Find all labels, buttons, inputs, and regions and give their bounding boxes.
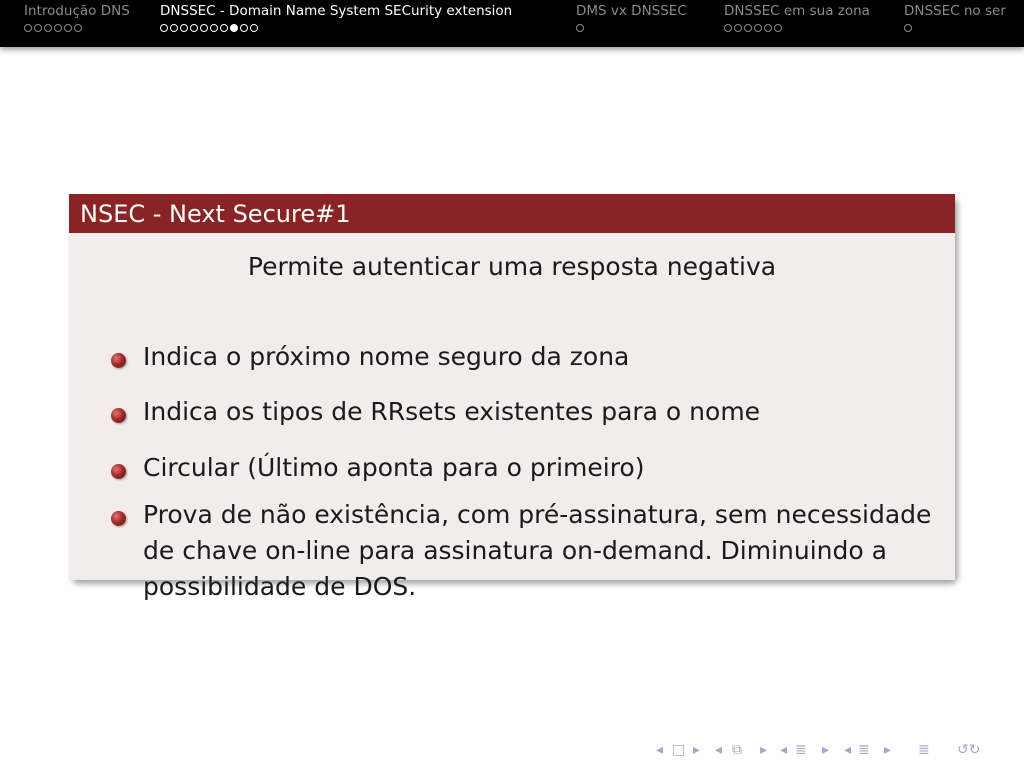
list-item: Indica os tipos de RRsets existentes para o nome — [143, 397, 761, 426]
frame-dot[interactable] — [754, 24, 762, 32]
nav-section-dnssec[interactable] — [160, 2, 512, 34]
frame-dot[interactable] — [190, 24, 198, 32]
nav-section-dnssec-no-ser[interactable] — [904, 2, 1006, 34]
list-item: Prova de não existência, com pré-assinatura, sem necessidade de chave on-line para assinatura on-demand. Diminuindo a possibilidade de DOS. — [143, 500, 932, 601]
list-item: Circular (Último aponta para o primeiro) — [143, 453, 645, 482]
frame-dot[interactable] — [44, 24, 52, 32]
bullet-icon — [111, 511, 126, 526]
beamer-navigation-symbols — [0, 739, 1024, 761]
nav-section-title[interactable]: DNSSEC no ser — [904, 3, 1006, 19]
frame-dot[interactable] — [54, 24, 62, 32]
nav-section-dots — [24, 22, 130, 34]
frame-dot[interactable] — [240, 24, 248, 32]
frame-dot[interactable] — [734, 24, 742, 32]
frame-dot[interactable] — [34, 24, 42, 32]
nav-section-dms-vx-dnssec[interactable] — [576, 2, 687, 34]
prev-subsection-icon[interactable]: ◂ — [715, 742, 723, 758]
nav-section-dots — [904, 22, 1006, 34]
frame-dot[interactable] — [24, 24, 32, 32]
bullet-icon — [111, 353, 126, 368]
frame-dot[interactable] — [764, 24, 772, 32]
navigation-bar — [0, 0, 1024, 47]
frame-dot[interactable] — [210, 24, 218, 32]
frame-dot[interactable] — [74, 24, 82, 32]
frame-dot[interactable] — [904, 24, 912, 32]
prev-section-icon[interactable]: ◂ — [780, 742, 788, 758]
block-body — [69, 233, 955, 601]
nav-section-dots — [724, 22, 870, 34]
nav-section-dots — [576, 22, 687, 34]
frame-dot[interactable] — [180, 24, 188, 32]
bullet-icon — [111, 464, 126, 479]
next-frame-icon[interactable]: ▸ — [693, 742, 701, 758]
list-item: Indica o próximo nome seguro da zona — [143, 342, 630, 371]
content-block — [69, 194, 955, 601]
frame-dot[interactable] — [160, 24, 168, 32]
nav-section-title[interactable]: DNSSEC em sua zona — [724, 3, 870, 19]
current-frame-dot[interactable] — [230, 24, 238, 32]
nav-section-title[interactable]: DNSSEC - Domain Name System SECurity extension — [160, 3, 513, 19]
frame-dot[interactable] — [724, 24, 732, 32]
frame-dot[interactable] — [250, 24, 258, 32]
nav-section-title[interactable]: Introdução DNS — [24, 3, 130, 19]
part-icon[interactable]: ≣ — [858, 742, 870, 758]
appendix-icon[interactable]: ≣ — [918, 742, 930, 758]
frame-dot[interactable] — [170, 24, 178, 32]
next-part-icon[interactable]: ▸ — [884, 742, 892, 758]
frame-dot[interactable] — [744, 24, 752, 32]
nav-section-introducao-dns[interactable] — [24, 2, 130, 34]
prev-part-icon[interactable]: ◂ — [844, 742, 852, 758]
block-title: NSEC - Next Secure#1 — [69, 194, 955, 233]
nav-section-title[interactable]: DMS vx DNSSEC — [576, 3, 687, 19]
frame-dot[interactable] — [576, 24, 584, 32]
frame-dot[interactable] — [200, 24, 208, 32]
prev-frame-icon[interactable]: ◂ — [656, 742, 664, 758]
next-section-icon[interactable]: ▸ — [822, 742, 830, 758]
bullet-icon — [111, 408, 126, 423]
block-subtitle: Permite autenticar uma resposta negativa — [247, 252, 777, 281]
nav-section-dnssec-em-sua-zona[interactable] — [724, 2, 870, 34]
frame-dot[interactable] — [64, 24, 72, 32]
frame-dot[interactable] — [774, 24, 782, 32]
next-subsection-icon[interactable]: ▸ — [760, 742, 768, 758]
frame-dot[interactable] — [220, 24, 228, 32]
subsection-icon[interactable]: ⧉ — [732, 742, 742, 758]
nav-section-dots — [160, 22, 512, 34]
section-icon[interactable]: ≣ — [795, 742, 807, 758]
frame-icon[interactable]: □ — [672, 742, 686, 758]
search-icon[interactable]: ↺↻ — [957, 742, 981, 758]
